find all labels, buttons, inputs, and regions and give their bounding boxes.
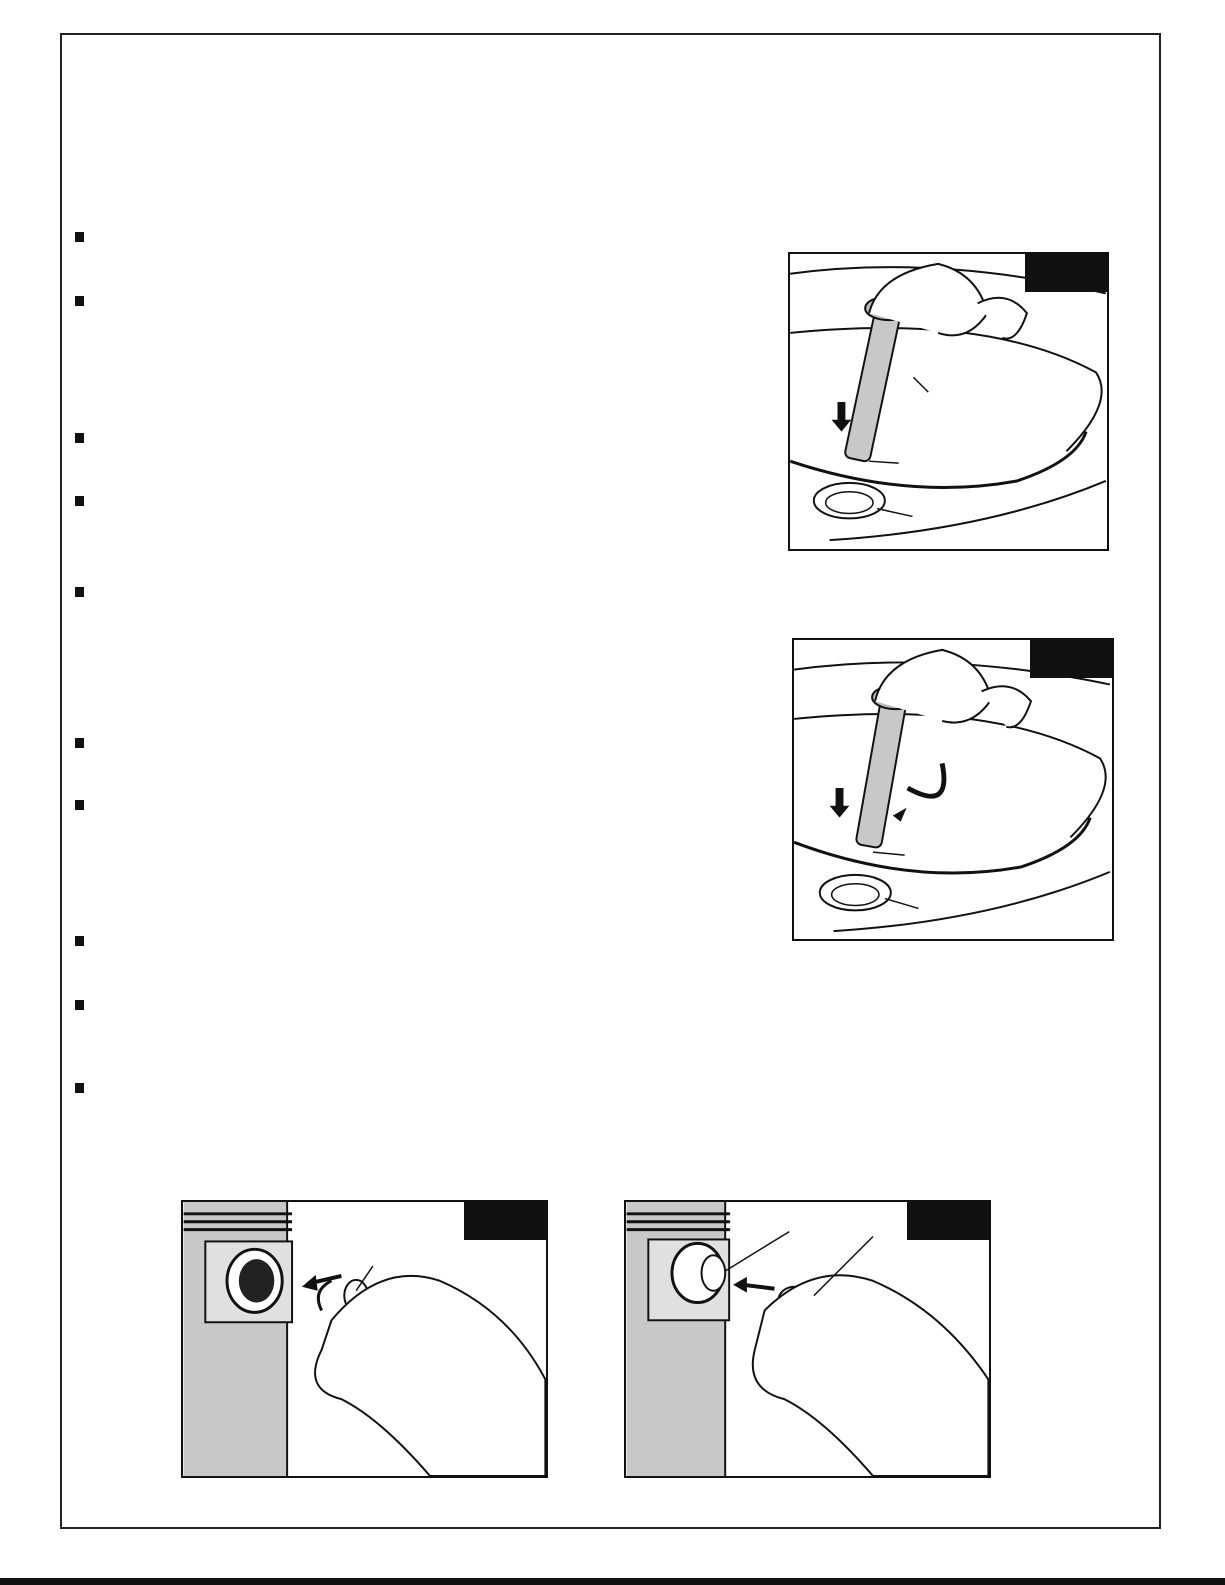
figure-number-tab	[1025, 254, 1107, 292]
bullet-6	[75, 738, 84, 748]
figure-number-tab	[907, 1202, 989, 1240]
lever-adapter-illustration	[183, 1202, 546, 1476]
bullet-3	[75, 433, 84, 443]
bullet-10	[75, 1083, 84, 1093]
bullet-5	[75, 587, 84, 597]
bullet-7	[75, 800, 84, 810]
figure-cartridge-clip-insertion	[624, 1200, 991, 1478]
figure-stopper-rotation	[792, 638, 1114, 941]
bullet-2	[75, 296, 84, 306]
bullet-8	[75, 936, 84, 946]
figure-number-tab	[464, 1202, 546, 1240]
bottom-rule	[0, 1578, 1225, 1585]
stopper-rotation-illustration	[794, 640, 1112, 939]
cartridge-clip-illustration	[626, 1202, 989, 1476]
figure-number-tab	[1030, 640, 1112, 678]
bullet-1	[75, 232, 84, 242]
figure-stopper-insertion	[788, 252, 1109, 551]
stopper-insertion-illustration	[790, 254, 1107, 549]
figure-lever-adapter-insertion	[181, 1200, 548, 1478]
bullet-9	[75, 1000, 84, 1010]
bullet-4	[75, 496, 84, 506]
